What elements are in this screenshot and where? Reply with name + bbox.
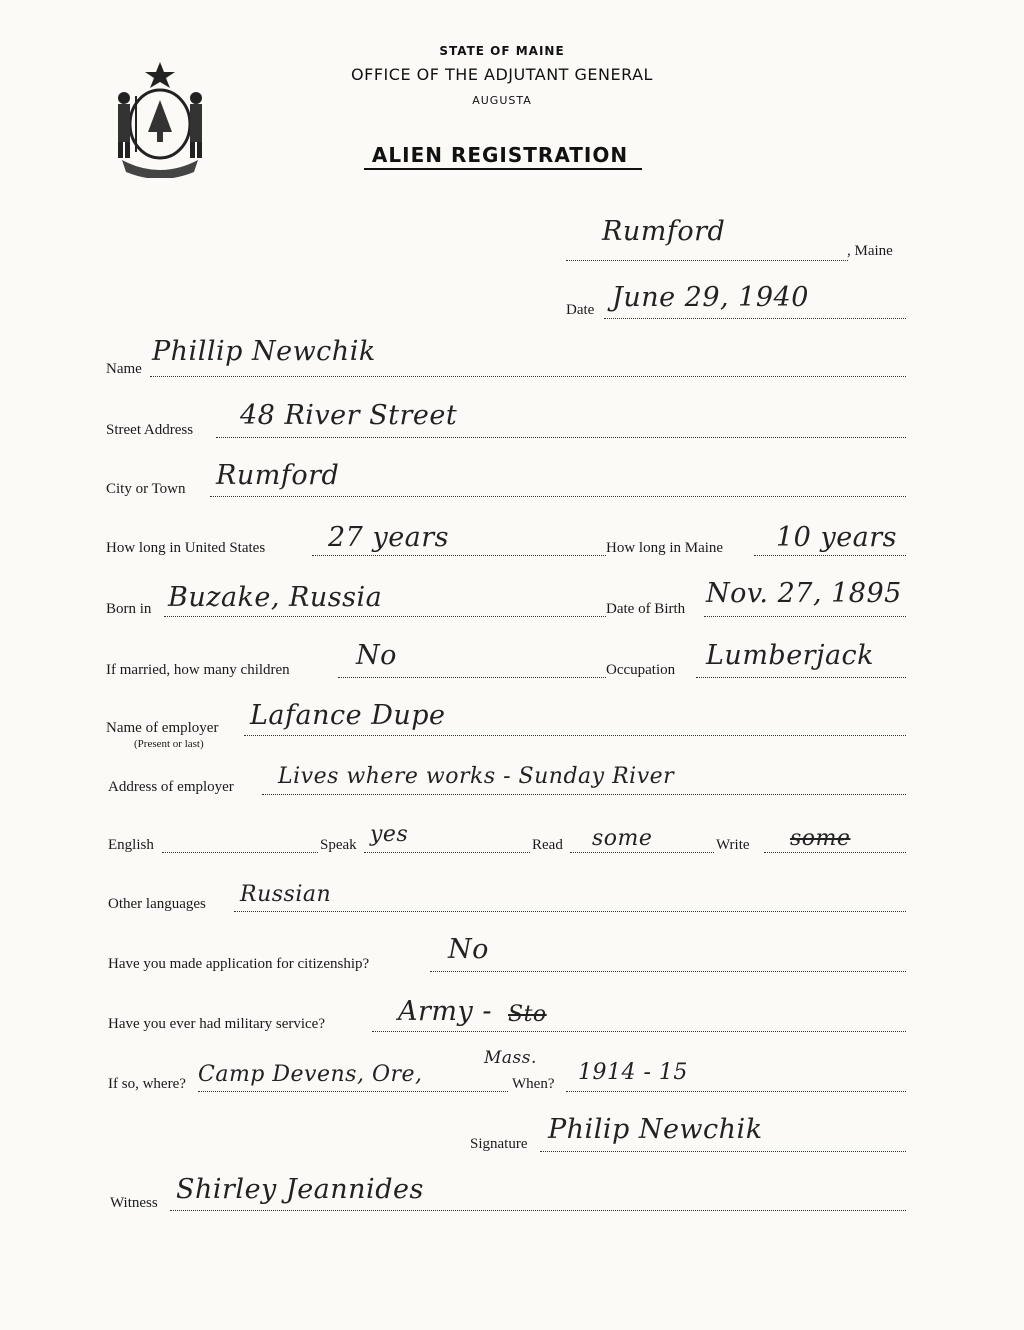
maine-long-label: How long in Maine: [606, 540, 724, 556]
military-line: [372, 1031, 906, 1032]
where-line: [198, 1091, 508, 1092]
read-line: [570, 852, 714, 853]
read-entry: some: [592, 826, 653, 851]
form-title: ALIEN REGISTRATION: [371, 143, 629, 167]
title-underline: [364, 168, 642, 170]
english-line: [162, 852, 318, 853]
header-office: OFFICE OF THE ADJUTANT GENERAL: [351, 65, 653, 84]
other-lang-line: [234, 911, 906, 912]
us-long-entry: 27 years: [328, 522, 450, 553]
military-entry: Army -: [398, 996, 492, 1027]
speak-entry: yes: [370, 822, 409, 847]
city-line: [210, 496, 906, 497]
witness-line: [170, 1210, 906, 1211]
english-label: English: [108, 837, 154, 853]
where-entry: Camp Devens, Ore,: [198, 1062, 423, 1087]
employer-label: Name of employer: [106, 720, 219, 736]
employer-addr-entry: Lives where works - Sunday River: [278, 764, 675, 789]
us-long-label: How long in United States: [106, 540, 266, 556]
employer-sublabel: (Present or last): [134, 738, 204, 750]
occupation-entry: Lumberjack: [706, 640, 875, 671]
occupation-label: Occupation: [606, 662, 676, 678]
employer-addr-line: [262, 794, 906, 795]
citizenship-entry: No: [448, 934, 489, 965]
header-city: AUGUSTA: [472, 94, 532, 107]
children-entry: No: [356, 640, 397, 671]
maine-label: , Maine: [847, 243, 893, 259]
employer-entry: Lafance Dupe: [250, 700, 446, 731]
citizenship-line: [430, 971, 906, 972]
other-lang-entry: Russian: [240, 882, 332, 907]
employer-addr-label: Address of employer: [108, 779, 234, 795]
speak-label: Speak: [320, 837, 357, 853]
born-entry: Buzake, Russia: [168, 582, 383, 613]
dob-line: [704, 616, 906, 617]
when-line: [566, 1091, 906, 1092]
us-long-line: [312, 555, 606, 556]
signature-entry: Philip Newchik: [548, 1114, 763, 1145]
date-entry: June 29, 1940: [612, 282, 809, 313]
employer-line: [244, 735, 906, 736]
children-label: If married, how many children: [106, 662, 290, 678]
write-line: [764, 852, 906, 853]
read-label: Read: [532, 837, 563, 853]
children-line: [338, 677, 606, 678]
street-entry: 48 River Street: [240, 400, 458, 431]
born-line: [164, 616, 606, 617]
witness-entry: Shirley Jeannides: [176, 1174, 424, 1205]
name-label: Name: [106, 361, 142, 377]
dob-label: Date of Birth: [606, 601, 686, 617]
write-entry: some: [790, 826, 851, 851]
date-line: [604, 318, 906, 319]
when-label: When?: [512, 1076, 555, 1092]
maine-long-entry: 10 years: [776, 522, 898, 553]
street-label: Street Address: [106, 422, 194, 438]
date-label: Date: [566, 302, 595, 318]
when-entry: 1914 - 15: [578, 1060, 688, 1085]
dob-entry: Nov. 27, 1895: [706, 578, 902, 609]
name-entry: Phillip Newchik: [152, 336, 376, 367]
military-label: Have you ever had military service?: [108, 1016, 325, 1032]
where-label: If so, where?: [108, 1076, 186, 1092]
write-label: Write: [716, 837, 750, 853]
town-line: [566, 260, 848, 261]
military-struck-entry: Sto: [508, 1002, 547, 1027]
city-entry: Rumford: [216, 460, 340, 491]
other-lang-label: Other languages: [108, 896, 206, 912]
speak-line: [364, 852, 530, 853]
name-line: [150, 376, 906, 377]
signature-label: Signature: [470, 1136, 528, 1152]
where-above-entry: Mass.: [484, 1048, 537, 1068]
header-state: STATE OF MAINE: [439, 44, 565, 58]
born-label: Born in: [106, 601, 152, 617]
street-line: [216, 437, 906, 438]
city-label: City or Town: [106, 481, 186, 497]
citizenship-label: Have you made application for citizenship?: [108, 956, 370, 972]
town-entry: Rumford: [602, 216, 726, 247]
maine-long-line: [754, 555, 906, 556]
occupation-line: [696, 677, 906, 678]
witness-label: Witness: [110, 1195, 158, 1211]
signature-line: [540, 1151, 906, 1152]
